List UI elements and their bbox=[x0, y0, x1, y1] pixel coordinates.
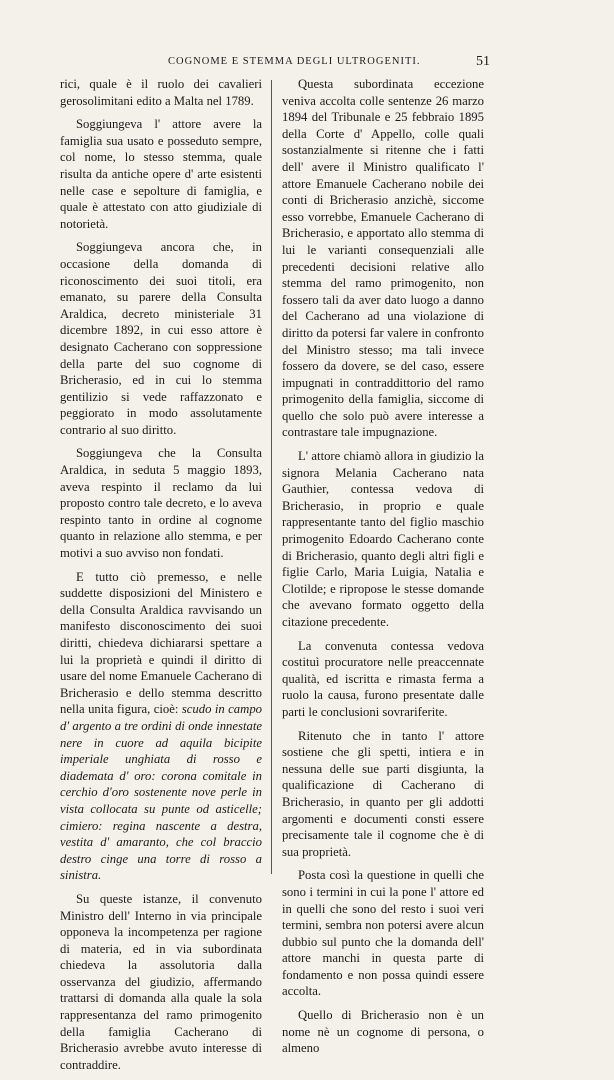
paragraph: Su queste istanze, il convenuto Ministro dell' Interno in via principale opponeva la incompetenza per ragione di materia, ed in via subordinata chiedeva la assolutoria dalla osservanza del giudizio, affermando trattarsi di domanda alla quale la sola rappresentanza del ramo primogenito della famiglia Cacherano di Bricherasio avrebbe avuto interesse di contraddire. bbox=[60, 891, 262, 1072]
column-divider bbox=[271, 80, 272, 874]
left-column bbox=[60, 76, 262, 1080]
paragraph: Soggiungeva ancora che, in occasione della domanda di riconoscimento dei suoi titoli, era emanato, su parere della Consulta Araldica, decreto ministeriale 31 dicembre 1892, in cui esso attore è designato Cacherano con soppressione della parte del suo cognome di Bricherasio, ed in cui lo stemma gentilizio si vede raffazzonato e peggiorato in modo assolutamente contrario al suo diritto. bbox=[60, 240, 262, 437]
paragraph: Posta così la questione in quelli che sono i termini in cui la pone l' attore ed in quelli che sono del resto i suoi veri termini, sembra non potersi avere alcun dubbio sul punto che la domanda dell' attore manchi in questa parte di fondamento e non possa quindi essere accolta. bbox=[282, 868, 484, 999]
paragraph: Soggiungeva l' attore avere la famiglia sua usato e posseduto sempre, col nome, lo stesso stemma, quale risulta da antiche opere d' arte esistenti nelle case e sepolture di famiglia, e quale è attestato con atto giudiziale di notorietà. bbox=[60, 117, 262, 231]
right-column bbox=[282, 76, 484, 1064]
paragraph: Soggiungeva che la Consulta Araldica, in seduta 5 maggio 1893, aveva respinto il reclamo da lui proposto contro tale decreto, e lo aveva respinto tanto in ordine al cognome quanto in relazione allo stemma, e per motivi a suo avviso non fondati. bbox=[60, 446, 262, 561]
paragraph: Quello di Bricherasio non è un nome nè un cognome di persona, o almeno bbox=[282, 1008, 484, 1056]
paragraph: Ritenuto che in tanto l' attore sostiene che gli spetti, intiera e in nessuna delle sue parti disgiunta, la qualificazione di Cacherano di Bricherasio, in quanto per gli addotti argomenti e documenti consti essere precisamente tale il cognome che è di sua proprietà. bbox=[282, 728, 484, 859]
running-title: COGNOME E STEMMA DEGLI ULTROGENITI. bbox=[168, 56, 421, 67]
blazon-description: scudo in campo d' argento a tre ordini di onde innestate nere in cuore ad aquila bicipite imperiale unghiata di rosso e diademata d' oro: corona comitale in cerchio d'oro sostenente nove perle in vista collocata su punte od asticelle; cimiero: regina nascente a destra, vestita d' amaranto, che col braccio destro cinge una torre di rosso a sinistra. bbox=[60, 702, 263, 883]
paragraph: rici, quale è il ruolo dei cavalieri gerosolimitani edito a Malta nel 1789. bbox=[60, 77, 262, 108]
paragraph: L' attore chiamò allora in giudizio la signora Melania Cacherano nata Gauthier, contessa vedova di Bricherasio, in proprio e quale rappresentante tanto del figlio maschio primogenito Edoardo Cacherano conte di Bricherasio, quanto degli altri figli e figlie Carlo, Maria Luigia, Natalia e Clotilde; e ripropose le stesse domande che avevano formato oggetto della citazione precedente. bbox=[282, 449, 484, 629]
page-number: 51 bbox=[476, 54, 490, 69]
running-header bbox=[58, 54, 490, 72]
paragraph: La convenuta contessa vedova costituì procuratore nelle preaccennate qualità, ed iscritta e rimasta ferma a ruolo la causa, furono presentate dalle parti le conclusioni sovrariferite. bbox=[282, 638, 484, 719]
paragraph: Questa subordinata eccezione veniva accolta colle sentenze 26 marzo 1894 del Tribunale e 25 febbraio 1895 della Corte d' Appello, colle quali sostanzialmente si ritenne che i fatti dell' avere il Ministro qualificato l' attore Emanuele Cacherano nobile dei conti di Bricherasio anzichè, siccome esso vorrebbe, Emanuele Cacherano di Bricherasio, e apportato allo stemma di lui le varianti consequenziali alle precedenti decisioni relative allo stemma del ramo primogenito, non fossero tali da aver dato luogo a danno del Cacherano ad una violazione di diritto da potersi far valere in confronto del Ministro stesso; ma tali invece fossero da dovere, se del caso, essere impugnati in contraddittorio del ramo primogenito della famiglia, siccome di quello che solo può avere interesse a contrastare tale impugnazione. bbox=[282, 77, 484, 440]
paragraph bbox=[60, 569, 262, 884]
paragraph-text: E tutto ciò premesso, e nelle suddette disposizioni del Ministero e della Consulta Araldica ravvisando un manifesto disconoscimento dei suoi diritti, chiedeva dichiararsi spettare a lui la proprietà e quindi il diritto di usare del nome Emanuele Cacherano di Bricherasio e dello stemma descritto nella unita figura, cioè: bbox=[60, 569, 262, 717]
